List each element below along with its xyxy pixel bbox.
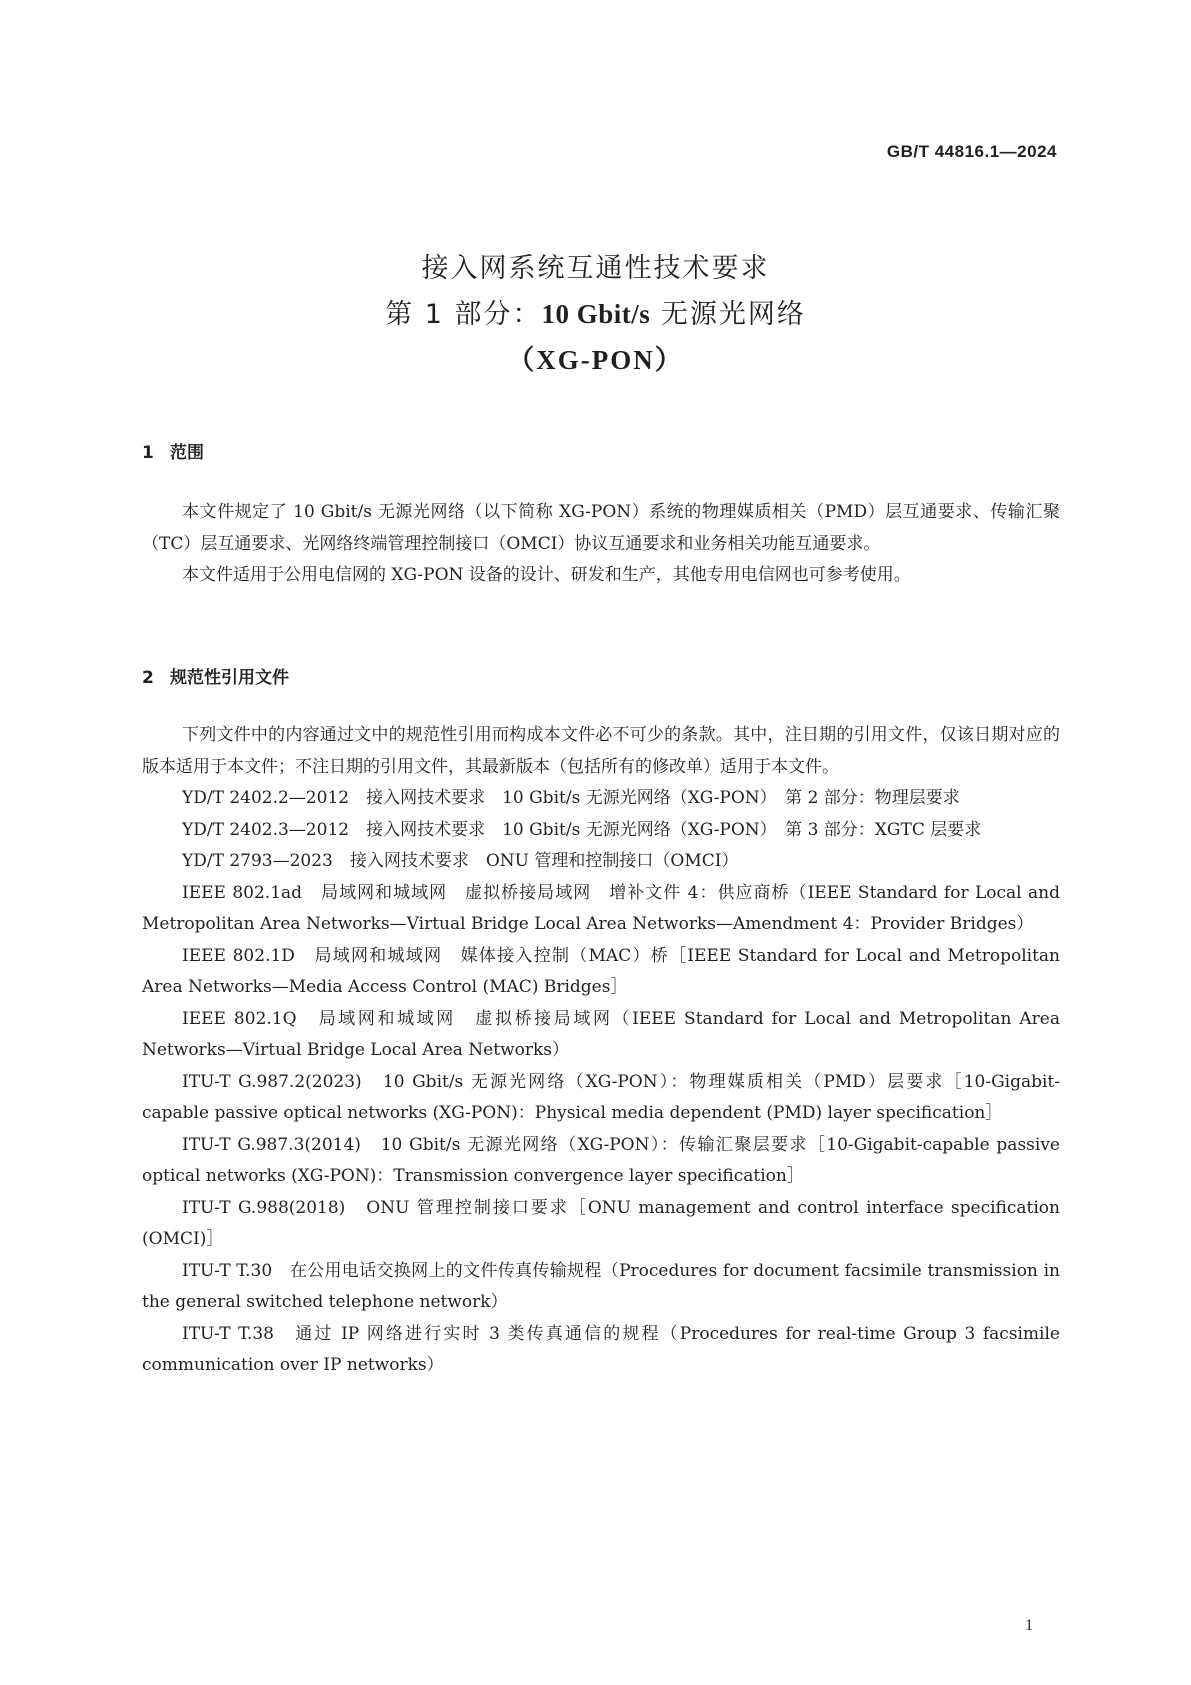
section-title: 规范性引用文件 <box>170 668 289 688</box>
reference-item: ITU-T T.30 在公用电话交换网上的文件传真传输规程（Procedures for document facsimile transmission in the general switched telephone network） <box>142 1260 1060 1312</box>
document-title-line-1: 接入网系统互通性技术要求 <box>421 253 770 284</box>
reference-item: IEEE 802.1D 局域网和城域网 媒体接入控制（MAC）桥［IEEE Standard for Local and Metropolitan Area Networks—Media Access Control (MAC) Bridges］ <box>142 945 1060 997</box>
title-abbreviation: （XG-PON） <box>507 345 684 375</box>
section-number: 1 <box>142 443 154 463</box>
reference-item: ITU-T G.987.2(2023) 10 Gbit/s 无源光网络（XG-PON）：物理媒质相关（PMD）层要求［10-Gigabit-capable passive optical networks (XG-PON)：Physical media dependent (PMD) layer specification］ <box>142 1071 1060 1123</box>
reference-item: YD/T 2402.2—2012 接入网技术要求 10 Gbit/s 无源光网络（XG-PON） 第 2 部分：物理层要求 <box>182 788 960 808</box>
reference-item: IEEE 802.1ad 局域网和城域网 虚拟桥接局域网 增补文件 4：供应商桥（IEEE Standard for Local and Metropolitan Area Networks—Virtual Bridge Local Area Networks—Amendment 4：Provider Bridges） <box>142 882 1060 934</box>
document-title-line-2 <box>0 292 1191 331</box>
section-number: 2 <box>142 668 154 688</box>
paragraph: 本文件规定了 10 Gbit/s 无源光网络（以下简称 XG-PON）系统的物理媒质相关（PMD）层互通要求、传输汇聚（TC）层互通要求、光网络终端管理控制接口（OMCI）协议互通要求和业务相关功能互通要求。 <box>142 502 1060 554</box>
paragraph: 下列文件中的内容通过文中的规范性引用而构成本文件必不可少的条款。其中，注日期的引用文件，仅该日期对应的版本适用于本文件；不注日期的引用文件，其最新版本（包括所有的修改单）适用于本文件。 <box>142 725 1060 777</box>
section-heading-normative-references <box>142 663 289 688</box>
reference-item: ITU-T T.38 通过 IP 网络进行实时 3 类传真通信的规程（Procedures for real-time Group 3 facsimile communication over IP networks） <box>142 1323 1060 1375</box>
title-part-prefix: 第 1 部分： <box>385 299 542 330</box>
title-rate: 10 Gbit/s <box>541 299 651 329</box>
section-title: 范围 <box>170 443 204 463</box>
title-part-suffix: 无源光网络 <box>650 299 806 330</box>
paragraph: 本文件适用于公用电信网的 XG-PON 设备的设计、研发和生产，其他专用电信网也可参考使用。 <box>182 565 911 585</box>
reference-item: ITU-T G.987.3(2014) 10 Gbit/s 无源光网络（XG-PON）：传输汇聚层要求［10-Gigabit-capable passive optical networks (XG-PON)：Transmission convergence layer specification］ <box>142 1134 1060 1186</box>
section-heading-scope <box>142 438 204 463</box>
page-number: 1 <box>1025 1617 1033 1634</box>
reference-item: IEEE 802.1Q 局域网和城域网 虚拟桥接局域网（IEEE Standard for Local and Metropolitan Area Networks—Virtual Bridge Local Area Networks） <box>142 1008 1060 1060</box>
reference-item: YD/T 2793—2023 接入网技术要求 ONU 管理和控制接口（OMCI） <box>182 851 739 871</box>
reference-item: YD/T 2402.3—2012 接入网技术要求 10 Gbit/s 无源光网络（XG-PON） 第 3 部分：XGTC 层要求 <box>182 819 982 840</box>
section-body-scope <box>142 497 1060 592</box>
document-title-line-3 <box>0 338 1191 377</box>
standard-number: GB/T 44816.1—2024 <box>886 142 1057 161</box>
reference-item: ITU-T G.988(2018) ONU 管理控制接口要求［ONU management and control interface specification (OMCI)］ <box>142 1197 1060 1249</box>
section-body-normative-references <box>142 720 1060 1382</box>
